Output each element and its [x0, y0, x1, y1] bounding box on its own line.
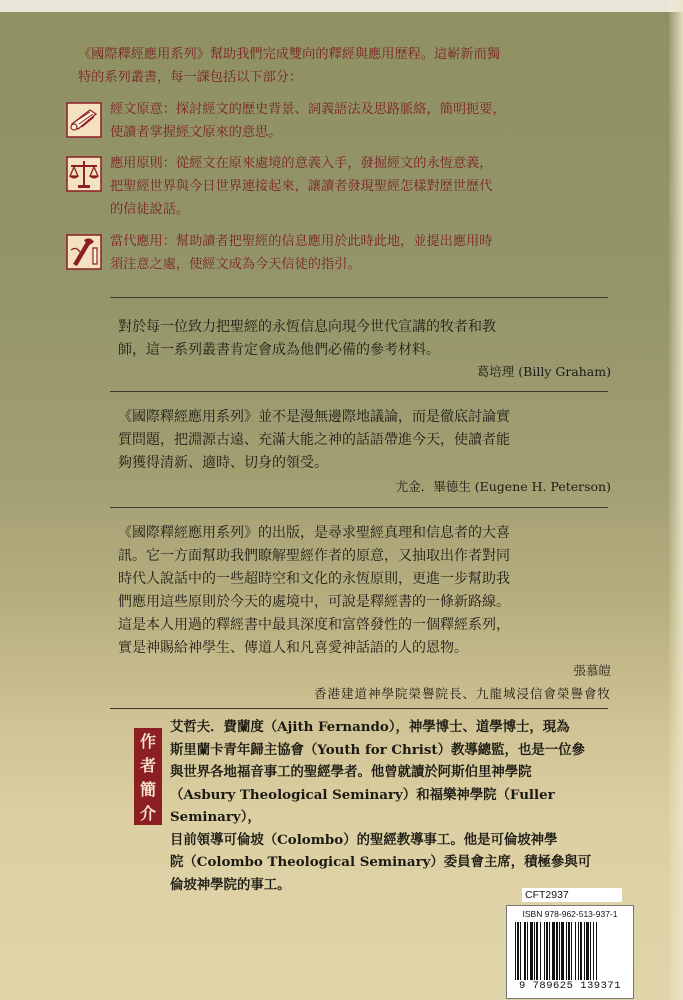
- divider: [110, 391, 608, 392]
- divider: [110, 708, 608, 709]
- series-intro: [78, 43, 598, 89]
- quote-author: 張慕皚: [573, 663, 611, 678]
- section-line: 使讀者掌握經文原來的意思。: [110, 125, 282, 140]
- divider: [110, 507, 608, 508]
- author-tag: [134, 728, 162, 825]
- quote-line: 實是神賜給神學生、傳道人和凡喜愛神話語的人的恩物。: [118, 640, 468, 656]
- author-line: 院（Colombo Theological Seminary）委員會主席，積極參與可: [170, 854, 592, 870]
- quote-line: 們應用這些原則於今天的處境中，可說是釋經書的一條新路線。: [118, 594, 510, 610]
- author-line: 與世界各地福音事工的聖經學者。他曾就讀於阿斯伯里神學院: [170, 764, 532, 780]
- author-bio: [170, 716, 618, 896]
- author-tag-char: 簡: [139, 780, 156, 799]
- author-tag-char: 者: [139, 756, 156, 775]
- quote-author: 尤金．畢德生 (Eugene H. Peterson): [395, 479, 611, 494]
- quote-line: 對於每一位致力把聖經的永恆信息向現今世代宣講的牧者和教: [118, 319, 496, 335]
- author-line: 艾哲夫．費蘭度（Ajith Fernando），神學博士、道學博士，現為: [170, 719, 570, 735]
- section-line: 當代應用：幫助讀者把聖經的信息應用於此時此地，並提出應用時: [110, 234, 493, 249]
- section-line: 須注意之處，使經文成為今天信徒的指引。: [110, 257, 361, 272]
- sku-label: CFT2937: [522, 888, 622, 902]
- barcode-digits: 9 789625 139371: [518, 980, 621, 992]
- author-line: （Asbury Theological Seminary）和福樂神學院（Fuller Seminary），: [170, 786, 555, 825]
- quote-line: 《國際釋經應用系列》的出版，是尋求聖經真理和信息者的大喜: [118, 525, 510, 541]
- intro-line: 《國際釋經應用系列》幫助我們完成雙向的釋經與應用歷程。這嶄新而獨: [78, 47, 500, 62]
- scroll-icon: [66, 102, 102, 138]
- author-tag-char: 介: [139, 804, 156, 823]
- barcode: [506, 905, 634, 999]
- quote-peterson: [118, 406, 616, 475]
- quote-author: 葛培理 (Billy Graham): [476, 364, 611, 379]
- quote-line: 這是本人用過的釋經書中最具深度和富啓發性的一個釋經系列，: [118, 617, 510, 633]
- quote-line: 夠獲得清新、適時、切身的領受。: [118, 455, 328, 471]
- author-line: 倫坡神學院的事工。: [170, 876, 291, 893]
- quote-author-title: 香港建道神學院榮譽院長、九龍城浸信會榮譽會牧: [313, 686, 611, 701]
- page-edge: [669, 0, 683, 1000]
- section-line: 經文原意：探討經文的歷史背景、詞義語法及思路脈絡，簡明扼要，: [110, 102, 506, 117]
- top-edge: [0, 0, 683, 12]
- section-line: 應用原則：從經文在原來處境的意義入手，發掘經文的永恆意義，: [110, 156, 493, 171]
- quote-line: 質問題，把淵源古遠、充滿大能之神的話語帶進今天，使讀者能: [118, 432, 510, 448]
- quote-cheung: [118, 522, 616, 660]
- isbn-label: ISBN 978-962-513-937-1: [522, 909, 618, 919]
- author-tag-char: 作: [139, 732, 156, 751]
- intro-line: 特的系列叢書，每一課包括以下部分：: [78, 70, 303, 85]
- section-line: 的信徒說話。: [110, 202, 190, 217]
- quote-line: 時代人說話中的一些超時空和文化的永恆原則，更進一步幫助我: [118, 571, 510, 587]
- tools-icon: [66, 234, 102, 270]
- author-line: 目前領導可倫坡（Colombo）的聖經教導事工。他是可倫坡神學: [170, 831, 558, 848]
- section-line: 把聖經世界與今日世界連接起來，讓讀者發現聖經怎樣對歷世歷代: [110, 179, 493, 194]
- scales-icon: [66, 156, 102, 192]
- barcode-bars: [513, 922, 627, 980]
- divider: [110, 297, 608, 298]
- quote-line: 訊。它一方面幫助我們瞭解聖經作者的原意，又抽取出作者對同: [118, 548, 510, 564]
- author-line: 斯里蘭卡青年歸主協會（Youth for Christ）教導總監，也是一位參: [170, 741, 585, 758]
- quote-line: 師，這一系列叢書肯定會成為他們必備的參考材料。: [118, 342, 440, 358]
- quote-billy-graham: [118, 316, 616, 362]
- quote-line: 《國際釋經應用系列》並不是漫無邊際地議論，而是徹底討論實: [118, 409, 510, 425]
